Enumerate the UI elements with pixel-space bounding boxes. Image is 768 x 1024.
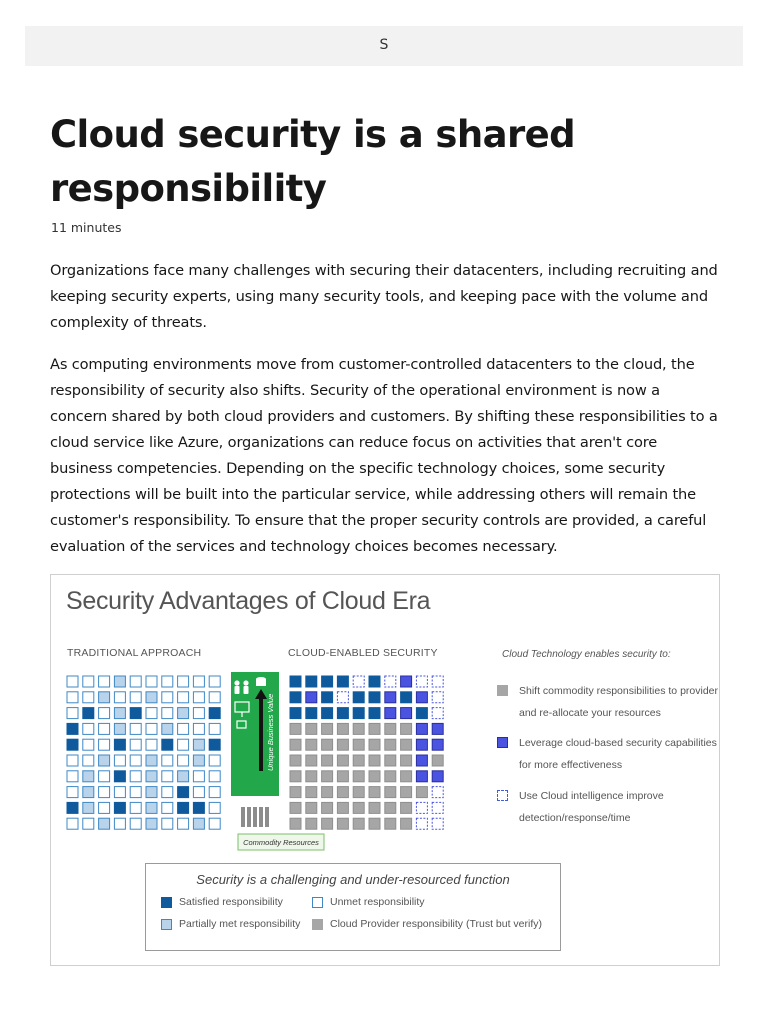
- unmet-cell: [114, 692, 125, 703]
- traditional-grid: [67, 676, 220, 829]
- partial-cell: [162, 723, 173, 734]
- advantage-text: Shift commodity responsibilities to provider and re-allocate your resources: [519, 685, 718, 719]
- legend-label: Satisfied responsibility: [179, 896, 283, 908]
- provider-cell: [322, 739, 333, 750]
- dotted-square-icon: [497, 790, 508, 801]
- unmet-cell: [146, 723, 157, 734]
- cloud-capability-cell: [385, 708, 396, 719]
- cloud-intelligence-cell: [416, 818, 427, 829]
- unmet-cell: [193, 771, 204, 782]
- provider-cell: [290, 818, 301, 829]
- provider-cell: [369, 787, 380, 798]
- unmet-cell: [130, 818, 141, 829]
- partial-cell: [114, 676, 125, 687]
- unmet-cell: [67, 755, 78, 766]
- satisfied-cell: [401, 692, 412, 703]
- satisfied-cell: [162, 739, 173, 750]
- partial-swatch-icon: [161, 919, 172, 930]
- provider-cell: [401, 771, 412, 782]
- partial-cell: [178, 708, 189, 719]
- provider-cell: [306, 755, 317, 766]
- partial-cell: [193, 739, 204, 750]
- unmet-cell: [193, 723, 204, 734]
- provider-cell: [337, 787, 348, 798]
- provider-cell: [385, 787, 396, 798]
- partial-cell: [193, 818, 204, 829]
- legend-label: Unmet responsibility: [330, 896, 425, 908]
- satisfied-cell: [337, 676, 348, 687]
- cloud-capability-cell: [416, 739, 427, 750]
- unmet-cell: [193, 676, 204, 687]
- cloud-capability-cell: [416, 771, 427, 782]
- satisfied-swatch-icon: [161, 897, 172, 908]
- unmet-cell: [130, 771, 141, 782]
- unmet-cell: [146, 676, 157, 687]
- satisfied-cell: [306, 676, 317, 687]
- unmet-cell: [209, 771, 220, 782]
- satisfied-cell: [290, 676, 301, 687]
- unmet-cell: [162, 755, 173, 766]
- body-paragraph: As computing environments move from customer-controlled datacenters to the cloud, the responsibility of security also shifts. Security of the operational environment is now a concern shared by both cloud providers and customers. By shifting these responsibilities to a cloud service like Azure, organizations can reduce focus on activities that aren't core business competencies. Depending on the specific technology choices, some security protections will be built into the particular service, while addressing others will remain the customer's responsibility. To ensure that the proper security controls are provided, a careful evaluation of the services and technology choices becomes necessary.: [50, 356, 718, 555]
- satisfied-cell: [114, 739, 125, 750]
- server-rack-icon: [241, 807, 269, 827]
- partial-cell: [114, 723, 125, 734]
- unmet-cell: [83, 723, 94, 734]
- provider-cell: [353, 802, 364, 813]
- satisfied-cell: [290, 692, 301, 703]
- unmet-cell: [193, 787, 204, 798]
- unmet-cell: [178, 692, 189, 703]
- security-advantages-figure: [50, 574, 720, 966]
- cloud-intelligence-cell: [337, 692, 348, 703]
- provider-cell: [369, 723, 380, 734]
- satisfied-cell: [178, 802, 189, 813]
- provider-cell: [353, 771, 364, 782]
- cloud-intelligence-cell: [416, 676, 427, 687]
- unmet-cell: [162, 708, 173, 719]
- partial-cell: [146, 692, 157, 703]
- provider-cell: [369, 818, 380, 829]
- provider-cell: [401, 755, 412, 766]
- provider-cell: [353, 755, 364, 766]
- provider-cell: [306, 771, 317, 782]
- unmet-cell: [99, 723, 110, 734]
- unmet-cell: [193, 692, 204, 703]
- partial-cell: [146, 771, 157, 782]
- unmet-cell: [99, 676, 110, 687]
- partial-cell: [146, 818, 157, 829]
- satisfied-cell: [83, 708, 94, 719]
- partial-cell: [99, 818, 110, 829]
- unmet-cell: [130, 692, 141, 703]
- provider-cell: [369, 755, 380, 766]
- provider-cell: [401, 802, 412, 813]
- satisfied-cell: [114, 802, 125, 813]
- unmet-cell: [130, 802, 141, 813]
- partial-cell: [99, 755, 110, 766]
- provider-cell: [337, 723, 348, 734]
- satisfied-cell: [416, 708, 427, 719]
- provider-cell: [322, 787, 333, 798]
- provider-cell: [306, 787, 317, 798]
- satisfied-cell: [290, 708, 301, 719]
- provider-cell: [337, 739, 348, 750]
- unmet-cell: [162, 818, 173, 829]
- legend-label: Partially met responsibility: [179, 918, 301, 930]
- advantage-text: Use Cloud intelligence improve detection/response/time: [519, 790, 664, 824]
- unmet-cell: [162, 771, 173, 782]
- provider-swatch-icon: [312, 919, 323, 930]
- partial-cell: [146, 755, 157, 766]
- partial-cell: [178, 771, 189, 782]
- unmet-cell: [67, 676, 78, 687]
- unmet-cell: [130, 723, 141, 734]
- unmet-cell: [83, 818, 94, 829]
- cloud-capability-cell: [416, 723, 427, 734]
- provider-cell: [322, 771, 333, 782]
- provider-cell: [401, 818, 412, 829]
- cloud-intelligence-cell: [385, 676, 396, 687]
- unmet-cell: [67, 708, 78, 719]
- provider-cell: [306, 802, 317, 813]
- cloud-intelligence-cell: [432, 787, 443, 798]
- unmet-cell: [114, 787, 125, 798]
- provider-cell: [306, 818, 317, 829]
- unmet-cell: [178, 818, 189, 829]
- unmet-cell: [67, 692, 78, 703]
- unmet-cell: [209, 755, 220, 766]
- cloud-capability-cell: [401, 708, 412, 719]
- satisfied-cell: [353, 692, 364, 703]
- partial-cell: [83, 802, 94, 813]
- unmet-cell: [99, 771, 110, 782]
- cloud-capability-cell: [416, 692, 427, 703]
- legend-label: Cloud Provider responsibility (Trust but verify): [330, 918, 543, 930]
- satisfied-cell: [178, 787, 189, 798]
- provider-cell: [401, 723, 412, 734]
- unmet-cell: [178, 723, 189, 734]
- provider-cell: [290, 755, 301, 766]
- cloud-capability-cell: [416, 755, 427, 766]
- blue-square-icon: [497, 737, 508, 748]
- satisfied-cell: [322, 676, 333, 687]
- unmet-cell: [209, 723, 220, 734]
- satisfied-cell: [114, 771, 125, 782]
- provider-cell: [322, 755, 333, 766]
- unmet-cell: [83, 692, 94, 703]
- unmet-cell: [114, 818, 125, 829]
- unmet-cell: [99, 708, 110, 719]
- cloud-intelligence-cell: [353, 676, 364, 687]
- unmet-cell: [162, 692, 173, 703]
- unmet-cell: [178, 676, 189, 687]
- unmet-cell: [114, 755, 125, 766]
- unmet-swatch-icon: [312, 897, 323, 908]
- satisfied-cell: [67, 802, 78, 813]
- partial-cell: [193, 755, 204, 766]
- intro-paragraph: Organizations face many challenges with securing their datacenters, including recruiting and keeping security experts, using many security tools, and keeping pace with the volume and complexity of threats.: [50, 262, 718, 331]
- top-banner-text: S: [379, 37, 389, 53]
- provider-cell: [290, 802, 301, 813]
- cloud-enabled-security-label: CLOUD-ENABLED SECURITY: [288, 647, 438, 659]
- satisfied-cell: [337, 708, 348, 719]
- partial-cell: [146, 802, 157, 813]
- provider-cell: [401, 787, 412, 798]
- top-banner: [25, 26, 743, 66]
- provider-cell: [306, 739, 317, 750]
- responsibility-grids-diagram: [51, 575, 481, 865]
- satisfied-cell: [209, 739, 220, 750]
- partial-cell: [83, 787, 94, 798]
- page-title: Cloud security is a shared responsibility: [50, 113, 575, 210]
- cloud-grid: [290, 676, 443, 829]
- cloud-capability-cell: [306, 692, 317, 703]
- cloud-intelligence-cell: [432, 818, 443, 829]
- provider-cell: [385, 818, 396, 829]
- partial-cell: [146, 787, 157, 798]
- satisfied-cell: [209, 708, 220, 719]
- unmet-cell: [162, 676, 173, 687]
- provider-cell: [369, 802, 380, 813]
- cloud-intelligence-cell: [432, 708, 443, 719]
- provider-cell: [290, 787, 301, 798]
- cloud-intelligence-cell: [416, 802, 427, 813]
- cloud-capability-cell: [432, 723, 443, 734]
- provider-cell: [290, 739, 301, 750]
- provider-cell: [385, 755, 396, 766]
- satisfied-cell: [306, 708, 317, 719]
- unmet-cell: [209, 802, 220, 813]
- unmet-cell: [146, 708, 157, 719]
- unmet-cell: [178, 739, 189, 750]
- satisfied-cell: [369, 708, 380, 719]
- satisfied-cell: [322, 692, 333, 703]
- commodity-resources-label: Commodity Resources: [243, 838, 319, 847]
- provider-cell: [416, 787, 427, 798]
- unmet-cell: [99, 739, 110, 750]
- unmet-cell: [162, 787, 173, 798]
- advantages-intro: Cloud Technology enables security to:: [502, 649, 671, 660]
- provider-cell: [353, 818, 364, 829]
- satisfied-cell: [369, 692, 380, 703]
- cloud-intelligence-cell: [432, 692, 443, 703]
- unmet-cell: [209, 692, 220, 703]
- unmet-cell: [130, 755, 141, 766]
- provider-cell: [353, 739, 364, 750]
- satisfied-cell: [369, 676, 380, 687]
- provider-cell: [337, 755, 348, 766]
- cloud-intelligence-cell: [432, 676, 443, 687]
- provider-cell: [306, 723, 317, 734]
- provider-cell: [353, 723, 364, 734]
- cloud-capability-cell: [432, 739, 443, 750]
- satisfied-cell: [67, 739, 78, 750]
- provider-cell: [353, 787, 364, 798]
- unmet-cell: [83, 676, 94, 687]
- unmet-cell: [99, 802, 110, 813]
- unmet-cell: [83, 755, 94, 766]
- partial-cell: [114, 708, 125, 719]
- unmet-cell: [193, 708, 204, 719]
- satisfied-cell: [193, 802, 204, 813]
- traditional-approach-label: TRADITIONAL APPROACH: [67, 647, 202, 659]
- reading-time: 11 minutes: [51, 220, 122, 235]
- unmet-cell: [209, 818, 220, 829]
- provider-cell: [385, 739, 396, 750]
- provider-cell: [385, 802, 396, 813]
- unmet-cell: [67, 787, 78, 798]
- unmet-cell: [178, 755, 189, 766]
- satisfied-cell: [67, 723, 78, 734]
- unmet-cell: [162, 802, 173, 813]
- provider-cell: [337, 802, 348, 813]
- provider-cell: [290, 771, 301, 782]
- figure-title: Security Advantages of Cloud Era: [66, 587, 431, 615]
- partial-cell: [99, 692, 110, 703]
- unmet-cell: [99, 787, 110, 798]
- cloud-capability-cell: [401, 676, 412, 687]
- unmet-cell: [209, 787, 220, 798]
- unmet-cell: [209, 676, 220, 687]
- provider-cell: [322, 723, 333, 734]
- legend-box: [145, 863, 561, 951]
- unmet-cell: [130, 676, 141, 687]
- cloud-intelligence-cell: [432, 802, 443, 813]
- unmet-cell: [146, 739, 157, 750]
- provider-cell: [322, 818, 333, 829]
- business-value-label: Unique Business Value: [266, 693, 275, 771]
- provider-cell: [369, 771, 380, 782]
- unmet-cell: [130, 739, 141, 750]
- provider-cell: [322, 802, 333, 813]
- provider-cell: [401, 739, 412, 750]
- advantage-text: Leverage cloud-based security capabilities for more effectiveness: [519, 737, 717, 771]
- provider-cell: [432, 755, 443, 766]
- provider-cell: [290, 723, 301, 734]
- provider-cell: [369, 739, 380, 750]
- provider-cell: [337, 818, 348, 829]
- provider-cell: [337, 771, 348, 782]
- provider-cell: [385, 771, 396, 782]
- cloud-capability-cell: [385, 692, 396, 703]
- unmet-cell: [130, 787, 141, 798]
- provider-cell: [385, 723, 396, 734]
- legend-title: Security is a challenging and under-resourced function: [196, 872, 510, 887]
- gray-square-icon: [497, 685, 508, 696]
- satisfied-cell: [130, 708, 141, 719]
- unmet-cell: [67, 818, 78, 829]
- unmet-cell: [83, 739, 94, 750]
- database-icon: [256, 677, 266, 686]
- cloud-capability-cell: [432, 771, 443, 782]
- satisfied-cell: [353, 708, 364, 719]
- partial-cell: [83, 771, 94, 782]
- unmet-cell: [67, 771, 78, 782]
- satisfied-cell: [322, 708, 333, 719]
